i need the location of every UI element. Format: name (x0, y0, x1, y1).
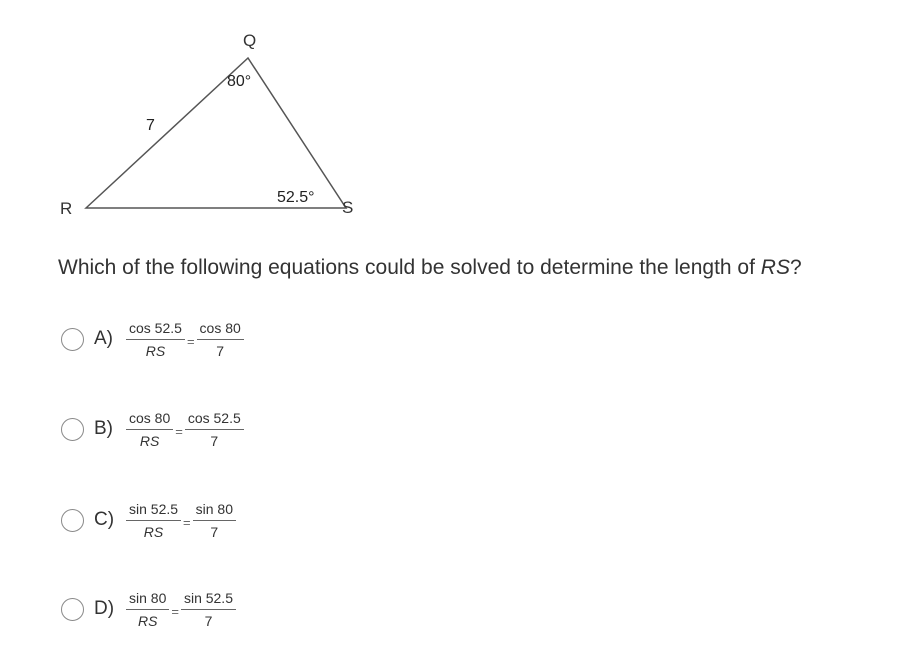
answer-option-a[interactable] (61, 314, 244, 364)
triangle-rqs (86, 58, 346, 208)
vertex-label-s: S (342, 198, 354, 217)
denominator-left-c: RS (143, 523, 164, 540)
answer-option-c[interactable] (61, 495, 236, 545)
fraction-right-b (185, 409, 244, 450)
option-letter-a: A) (94, 328, 113, 349)
numerator-left-a: cos 52.5 (126, 319, 185, 340)
side-rq-length-label: 7 (146, 117, 155, 134)
option-letter-c: C) (94, 509, 115, 530)
question-suffix: ? (789, 256, 802, 279)
denominator-right-a: 7 (216, 342, 225, 359)
fraction-left-b (126, 409, 173, 450)
numerator-left-d: sin 80 (126, 589, 169, 610)
fraction-right-a (197, 319, 244, 360)
fraction-left-d (126, 589, 169, 630)
radio-button-a[interactable] (61, 328, 84, 351)
question-prefix: Which of the following equations could be solved to determine the length of (58, 256, 761, 279)
answer-option-d[interactable] (61, 584, 236, 634)
numerator-left-c: sin 52.5 (126, 500, 181, 521)
fraction-left-a (126, 319, 185, 360)
denominator-right-b: 7 (210, 432, 219, 449)
fraction-right-c (193, 500, 236, 541)
denominator-right-c: 7 (210, 523, 219, 540)
question-variable: RS (760, 256, 790, 279)
denominator-left-d: RS (137, 612, 158, 629)
radio-button-d[interactable] (61, 598, 84, 621)
option-letter-d: D) (94, 598, 115, 619)
vertex-label-q: Q (243, 31, 257, 50)
option-letter-b: B) (94, 418, 113, 439)
vertex-label-r: R (60, 199, 73, 218)
fraction-left-c (126, 500, 181, 541)
triangle-figure (0, 0, 400, 230)
fraction-right-d (181, 589, 236, 630)
question-text (58, 256, 802, 280)
equals-sign-d: = (171, 603, 179, 619)
numerator-left-b: cos 80 (126, 409, 173, 430)
numerator-right-a: cos 80 (197, 319, 244, 340)
radio-button-c[interactable] (61, 509, 84, 532)
numerator-right-c: sin 80 (193, 500, 236, 521)
radio-button-b[interactable] (61, 418, 84, 441)
numerator-right-b: cos 52.5 (185, 409, 244, 430)
denominator-left-a: RS (145, 342, 166, 359)
denominator-right-d: 7 (204, 612, 213, 629)
denominator-left-b: RS (139, 432, 160, 449)
angle-s-label: 52.5° (277, 189, 315, 206)
numerator-right-d: sin 52.5 (181, 589, 236, 610)
angle-q-label: 80° (227, 73, 252, 90)
answer-option-b[interactable] (61, 404, 244, 454)
equals-sign-a: = (186, 333, 195, 349)
equals-sign-c: = (183, 514, 191, 530)
equals-sign-b: = (175, 423, 183, 439)
